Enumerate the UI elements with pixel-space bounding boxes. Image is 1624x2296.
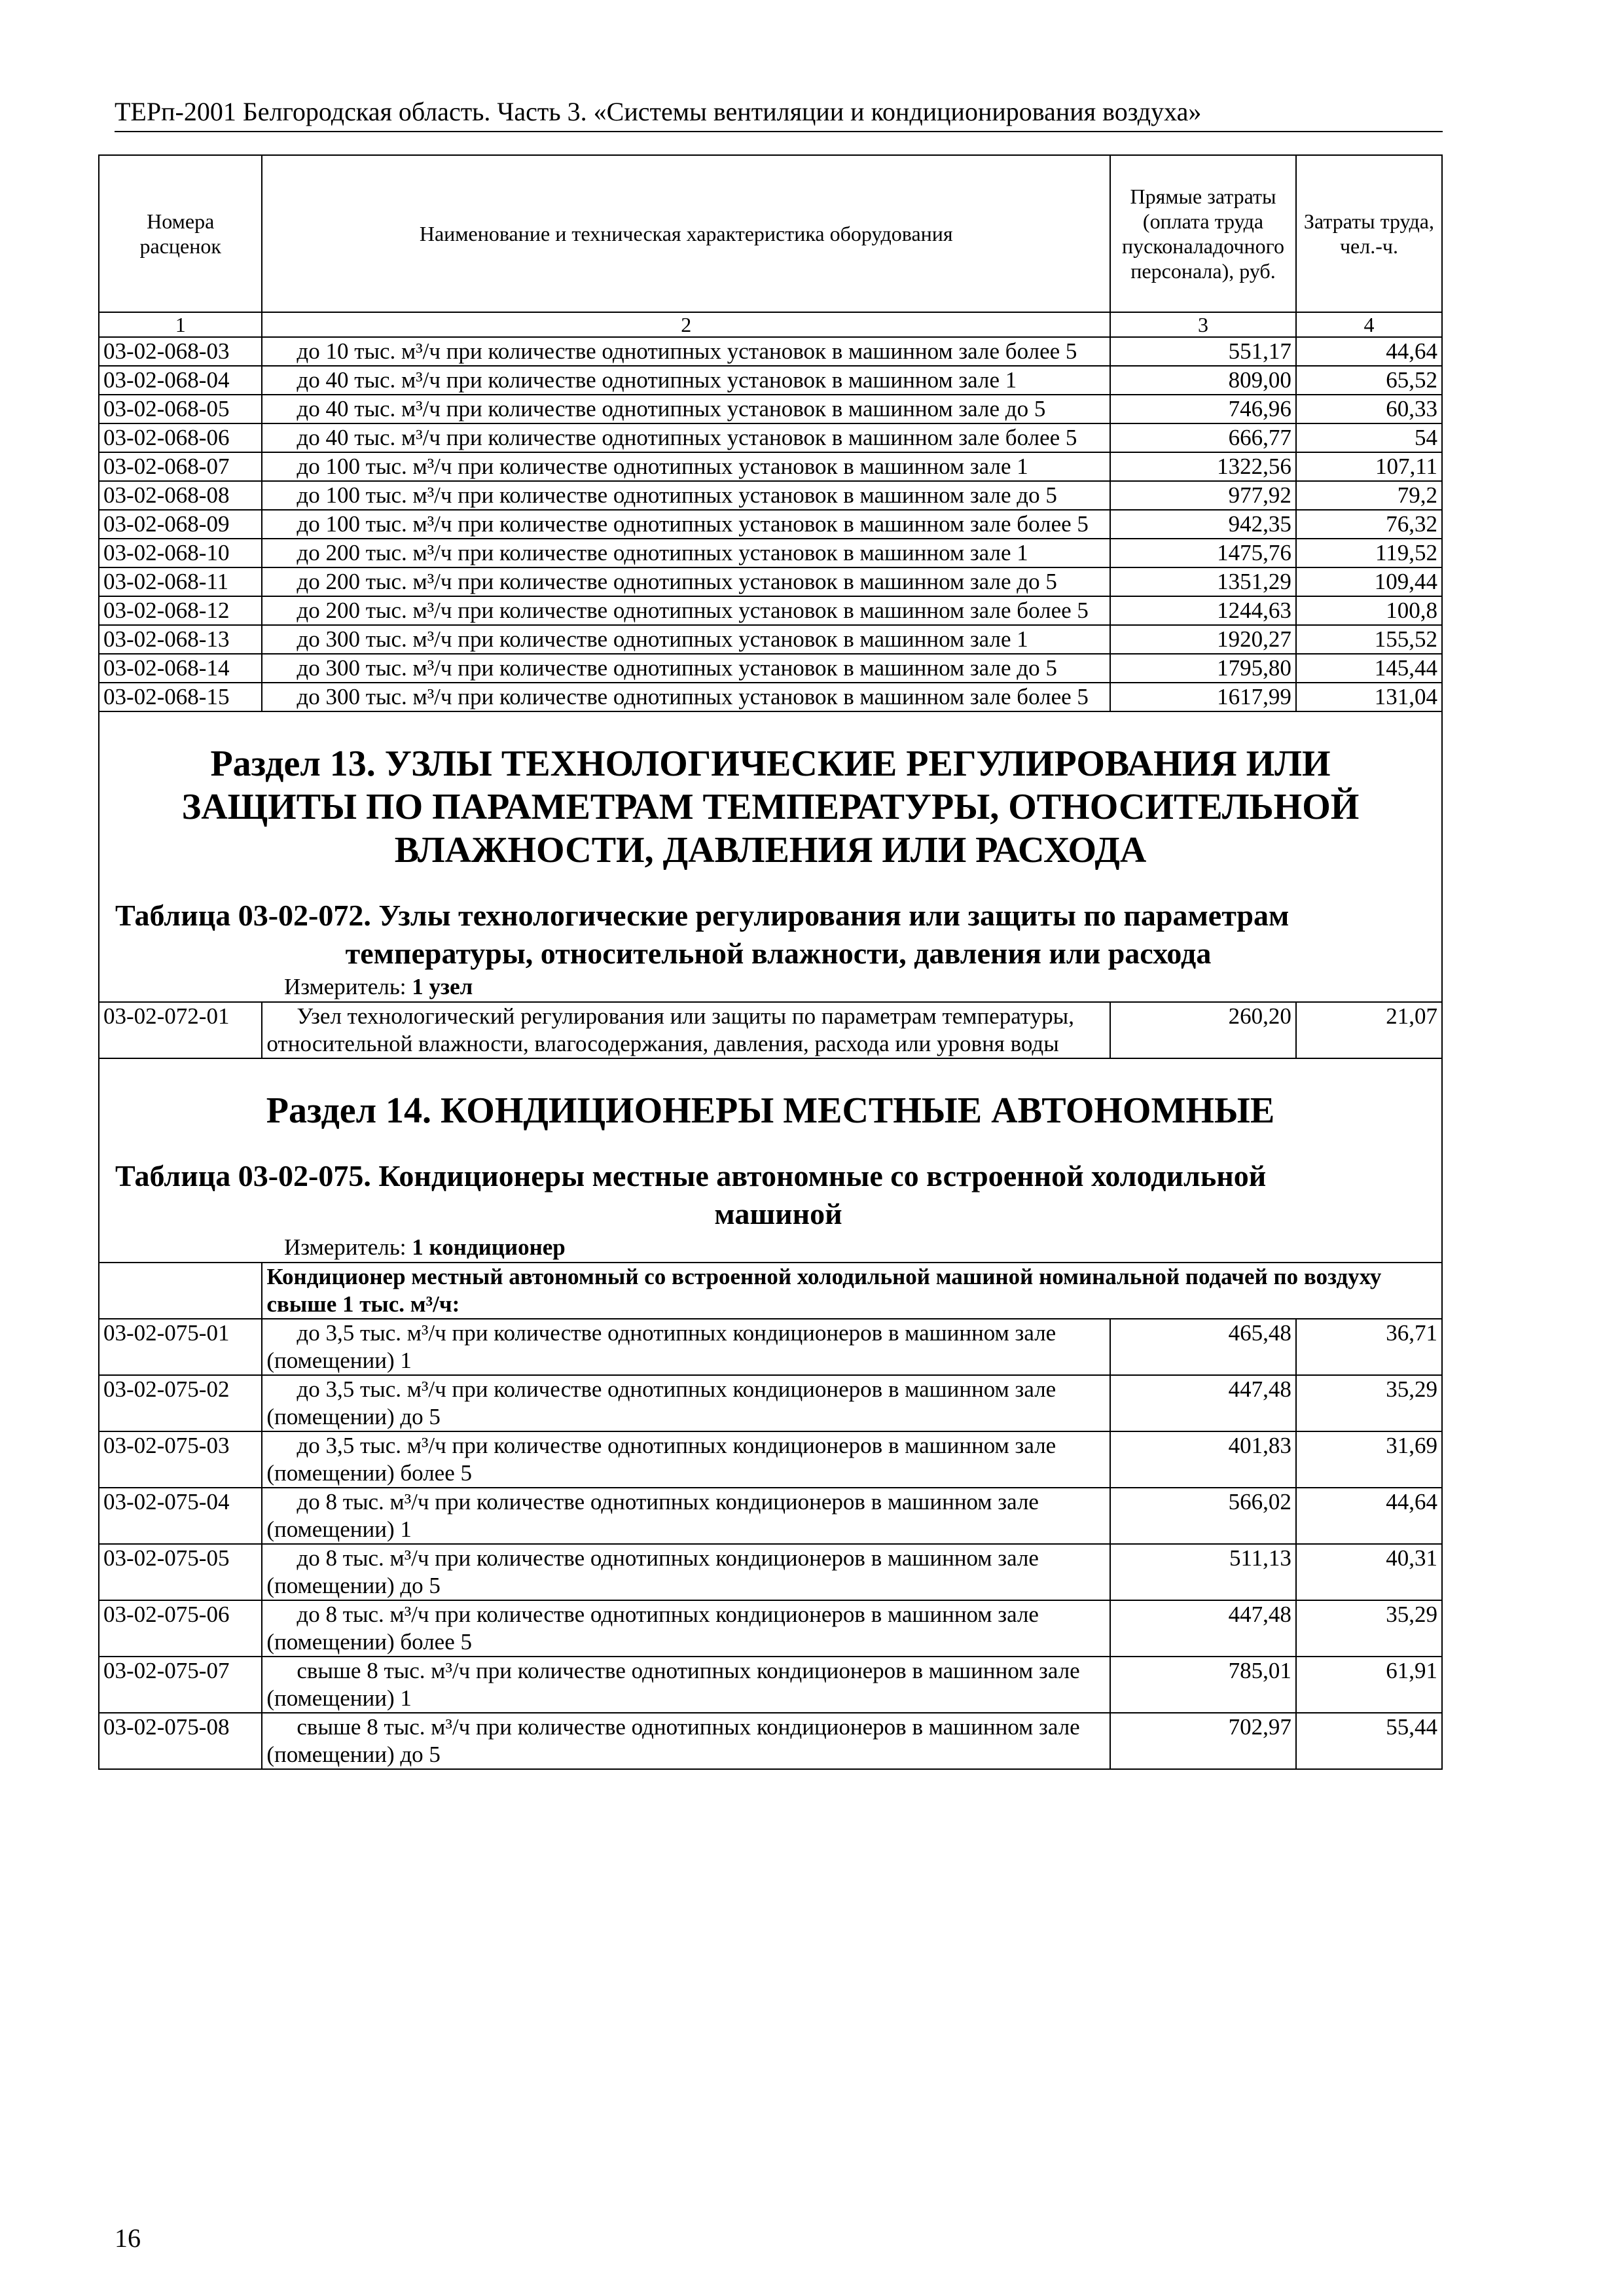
labor-value: 21,07 [1296,1002,1442,1058]
rate-description [262,337,1110,366]
direct-costs-value: 551,17 [1110,337,1296,366]
rate-description-text: до 200 тыс. м³/ч при количестве однотипных установок в машинном зале более 5 [297,598,1089,623]
rate-description-text: до 3,5 тыс. м³/ч при количестве однотипных кондиционеров в машинном зале (помещении) до 5 [266,1376,1056,1429]
rate-code: 03-02-068-12 [99,596,262,625]
table-row [99,654,1442,683]
col-header-direct-costs: Прямые затраты (оплата труда пусконаладочного персонала), руб. [1110,155,1296,312]
labor-value: 119,52 [1296,539,1442,567]
rate-description [262,1600,1110,1657]
direct-costs-value: 1617,99 [1110,683,1296,711]
table-row [99,567,1442,596]
table-row [99,539,1442,567]
rate-description [262,481,1110,510]
table-row [99,510,1442,539]
rate-description-text: до 40 тыс. м³/ч при количестве однотипных установок в машинном зале 1 [297,367,1017,393]
meter-label: Измеритель: [284,1234,406,1260]
table-title [99,1157,1441,1233]
rate-description [262,1544,1110,1600]
section-title: Раздел 14. КОНДИЦИОНЕРЫ МЕСТНЫЕ АВТОНОМНЫЕ [266,1090,1275,1131]
group-title-row [99,1263,1442,1319]
rate-code: 03-02-075-08 [99,1713,262,1769]
rate-code: 03-02-068-07 [99,452,262,481]
rate-description [262,423,1110,452]
column-index: 1 [99,312,262,337]
rate-description [262,395,1110,423]
page-number: 16 [115,2223,141,2253]
table-row [99,1713,1442,1769]
measurement-unit [99,1233,1441,1262]
table-row [99,481,1442,510]
rate-code: 03-02-068-14 [99,654,262,683]
rate-code: 03-02-075-01 [99,1319,262,1375]
rate-description [262,625,1110,654]
labor-value: 55,44 [1296,1713,1442,1769]
direct-costs-value: 1244,63 [1110,596,1296,625]
labor-value: 35,29 [1296,1600,1442,1657]
rate-description-text: до 3,5 тыс. м³/ч при количестве однотипных кондиционеров в машинном зале (помещении) более 5 [266,1433,1056,1486]
labor-value: 60,33 [1296,395,1442,423]
rate-description [262,1657,1110,1713]
labor-value: 40,31 [1296,1544,1442,1600]
running-header: ТЕРп-2001 Белгородская область. Часть 3. «Системы вентиляции и кондиционирования воздуха» [115,96,1443,132]
table-row [99,366,1442,395]
direct-costs-value: 260,20 [1110,1002,1296,1058]
table-title-line-1: Таблица 03-02-072. Узлы технологические регулирования или защиты по параметрам [115,899,1290,932]
rate-description-text: до 200 тыс. м³/ч при количестве однотипных установок в машинном зале 1 [297,540,1028,565]
rate-description [262,1002,1110,1058]
rate-code: 03-02-075-02 [99,1375,262,1431]
rate-description [262,596,1110,625]
direct-costs-value: 809,00 [1110,366,1296,395]
table-title-line-2: машиной [714,1197,842,1230]
direct-costs-value: 447,48 [1110,1600,1296,1657]
labor-value: 100,8 [1296,596,1442,625]
labor-value: 44,64 [1296,1488,1442,1544]
labor-value: 145,44 [1296,654,1442,683]
section-14-heading-cell [99,1058,1442,1263]
rate-code: 03-02-075-04 [99,1488,262,1544]
table-row [99,1544,1442,1600]
section-13-heading-cell [99,711,1442,1002]
rate-description [262,366,1110,395]
table-row [99,683,1442,711]
direct-costs-value: 1322,56 [1110,452,1296,481]
labor-value: 109,44 [1296,567,1442,596]
table-row [99,1488,1442,1544]
labor-value: 107,11 [1296,452,1442,481]
rate-description-text: свыше 8 тыс. м³/ч при количестве однотипных кондиционеров в машинном зале (помещении) 1 [266,1658,1080,1711]
table-row [99,596,1442,625]
rate-description-text: до 100 тыс. м³/ч при количестве однотипных установок в машинном зале более 5 [297,511,1089,537]
table-row [99,423,1442,452]
table-row [99,1002,1442,1058]
rate-description [262,683,1110,711]
rate-code: 03-02-075-07 [99,1657,262,1713]
table-row [99,625,1442,654]
table-row [99,395,1442,423]
rate-code: 03-02-068-03 [99,337,262,366]
table-row [99,1319,1442,1375]
rate-code: 03-02-068-09 [99,510,262,539]
direct-costs-value: 785,01 [1110,1657,1296,1713]
rate-description [262,510,1110,539]
labor-value: 36,71 [1296,1319,1442,1375]
col-header-description: Наименование и техническая характеристика оборудования [262,155,1110,312]
direct-costs-value: 1920,27 [1110,625,1296,654]
column-index: 2 [262,312,1110,337]
rate-description-text: до 40 тыс. м³/ч при количестве однотипных установок в машинном зале более 5 [297,425,1077,450]
labor-value: 61,91 [1296,1657,1442,1713]
direct-costs-value: 511,13 [1110,1544,1296,1600]
direct-costs-value: 702,97 [1110,1713,1296,1769]
direct-costs-value: 447,48 [1110,1375,1296,1431]
rate-code: 03-02-068-15 [99,683,262,711]
measurement-unit [99,973,1441,1001]
table-title-line-2: температуры, относительной влажности, давления или расхода [345,937,1212,970]
rate-description [262,654,1110,683]
rate-description-text: до 300 тыс. м³/ч при количестве однотипных установок в машинном зале до 5 [297,655,1057,681]
document-page [98,154,1443,1770]
rate-description-text: до 300 тыс. м³/ч при количестве однотипных установок в машинном зале более 5 [297,684,1089,709]
rate-description-text: до 100 тыс. м³/ч при количестве однотипных установок в машинном зале 1 [297,454,1028,479]
rate-description-text: свыше 8 тыс. м³/ч при количестве однотипных кондиционеров в машинном зале (помещении) до 5 [266,1714,1080,1767]
rate-code: 03-02-068-13 [99,625,262,654]
table-row [99,337,1442,366]
direct-costs-value: 666,77 [1110,423,1296,452]
direct-costs-value: 401,83 [1110,1431,1296,1488]
labor-value: 76,32 [1296,510,1442,539]
column-index-row [99,312,1442,337]
labor-value: 65,52 [1296,366,1442,395]
labor-value: 44,64 [1296,337,1442,366]
table-title-line-1: Таблица 03-02-075. Кондиционеры местные автономные со встроенной холодильной [115,1159,1267,1193]
rate-code: 03-02-068-06 [99,423,262,452]
rate-code: 03-02-068-08 [99,481,262,510]
section-title: Раздел 13. УЗЛЫ ТЕХНОЛОГИЧЕСКИЕ РЕГУЛИРОВАНИЯ ИЛИ ЗАЩИТЫ ПО ПАРАМЕТРАМ ТЕМПЕРАТУРЫ, ОТНОСИТЕЛЬНОЙ ВЛАЖНОСТИ, ДАВЛЕНИЯ ИЛИ РАСХОДА [181,744,1360,870]
direct-costs-value: 942,35 [1110,510,1296,539]
section-14-heading [99,1058,1442,1263]
direct-costs-value: 977,92 [1110,481,1296,510]
table-title [99,897,1441,973]
section-13-heading [99,711,1442,1002]
rate-description-text: Узел технологический регулирования или защиты по параметрам температуры, относительной влажности, влагосодержания, давления, расхода или уровня воды [266,1003,1074,1056]
rate-description-text: до 300 тыс. м³/ч при количестве однотипных установок в машинном зале 1 [297,626,1028,652]
rate-description [262,1488,1110,1544]
labor-value: 155,52 [1296,625,1442,654]
rate-description [262,1319,1110,1375]
meter-value: 1 узел [412,974,473,999]
rate-description [262,1431,1110,1488]
group-title: Кондиционер местный автономный со встроенной холодильной машиной номинальной подачей по воздуху свыше 1 тыс. м³/ч: [262,1263,1442,1319]
labor-value: 54 [1296,423,1442,452]
table-row [99,1375,1442,1431]
table-row [99,1431,1442,1488]
group-title-code-cell [99,1263,262,1319]
rate-description-text: до 8 тыс. м³/ч при количестве однотипных кондиционеров в машинном зале (помещении) более 5 [266,1602,1039,1655]
rate-description-text: до 3,5 тыс. м³/ч при количестве однотипных кондиционеров в машинном зале (помещении) 1 [266,1320,1056,1373]
rate-code: 03-02-075-05 [99,1544,262,1600]
direct-costs-value: 1795,80 [1110,654,1296,683]
rate-description-text: до 8 тыс. м³/ч при количестве однотипных кондиционеров в машинном зале (помещении) 1 [266,1489,1039,1542]
rate-description [262,539,1110,567]
column-index: 4 [1296,312,1442,337]
rate-description [262,452,1110,481]
labor-value: 31,69 [1296,1431,1442,1488]
rate-description [262,1713,1110,1769]
rate-description-text: до 40 тыс. м³/ч при количестве однотипных установок в машинном зале до 5 [297,396,1046,422]
rate-code: 03-02-068-04 [99,366,262,395]
col-header-code: Номера расценок [99,155,262,312]
direct-costs-value: 1351,29 [1110,567,1296,596]
table-row [99,1657,1442,1713]
rate-description-text: до 8 тыс. м³/ч при количестве однотипных кондиционеров в машинном зале (помещении) до 5 [266,1545,1039,1598]
direct-costs-value: 566,02 [1110,1488,1296,1544]
labor-value: 79,2 [1296,481,1442,510]
table-header-row [99,155,1442,312]
rate-description-text: до 100 тыс. м³/ч при количестве однотипных установок в машинном зале до 5 [297,482,1057,508]
direct-costs-value: 1475,76 [1110,539,1296,567]
table-row [99,1600,1442,1657]
rate-description-text: до 10 тыс. м³/ч при количестве однотипных установок в машинном зале более 5 [297,338,1077,364]
table-row [99,452,1442,481]
meter-value: 1 кондиционер [412,1234,566,1260]
col-header-labor: Затраты труда, чел.-ч. [1296,155,1442,312]
labor-value: 35,29 [1296,1375,1442,1431]
column-index: 3 [1110,312,1296,337]
rates-table [98,154,1443,1770]
rate-description [262,1375,1110,1431]
rate-code: 03-02-075-06 [99,1600,262,1657]
rate-code: 03-02-068-10 [99,539,262,567]
rate-description-text: до 200 тыс. м³/ч при количестве однотипных установок в машинном зале до 5 [297,569,1057,594]
labor-value: 131,04 [1296,683,1442,711]
direct-costs-value: 746,96 [1110,395,1296,423]
rate-description [262,567,1110,596]
meter-label: Измеритель: [284,974,406,999]
direct-costs-value: 465,48 [1110,1319,1296,1375]
rate-code: 03-02-068-11 [99,567,262,596]
rate-code: 03-02-072-01 [99,1002,262,1058]
rate-code: 03-02-068-05 [99,395,262,423]
rate-code: 03-02-075-03 [99,1431,262,1488]
